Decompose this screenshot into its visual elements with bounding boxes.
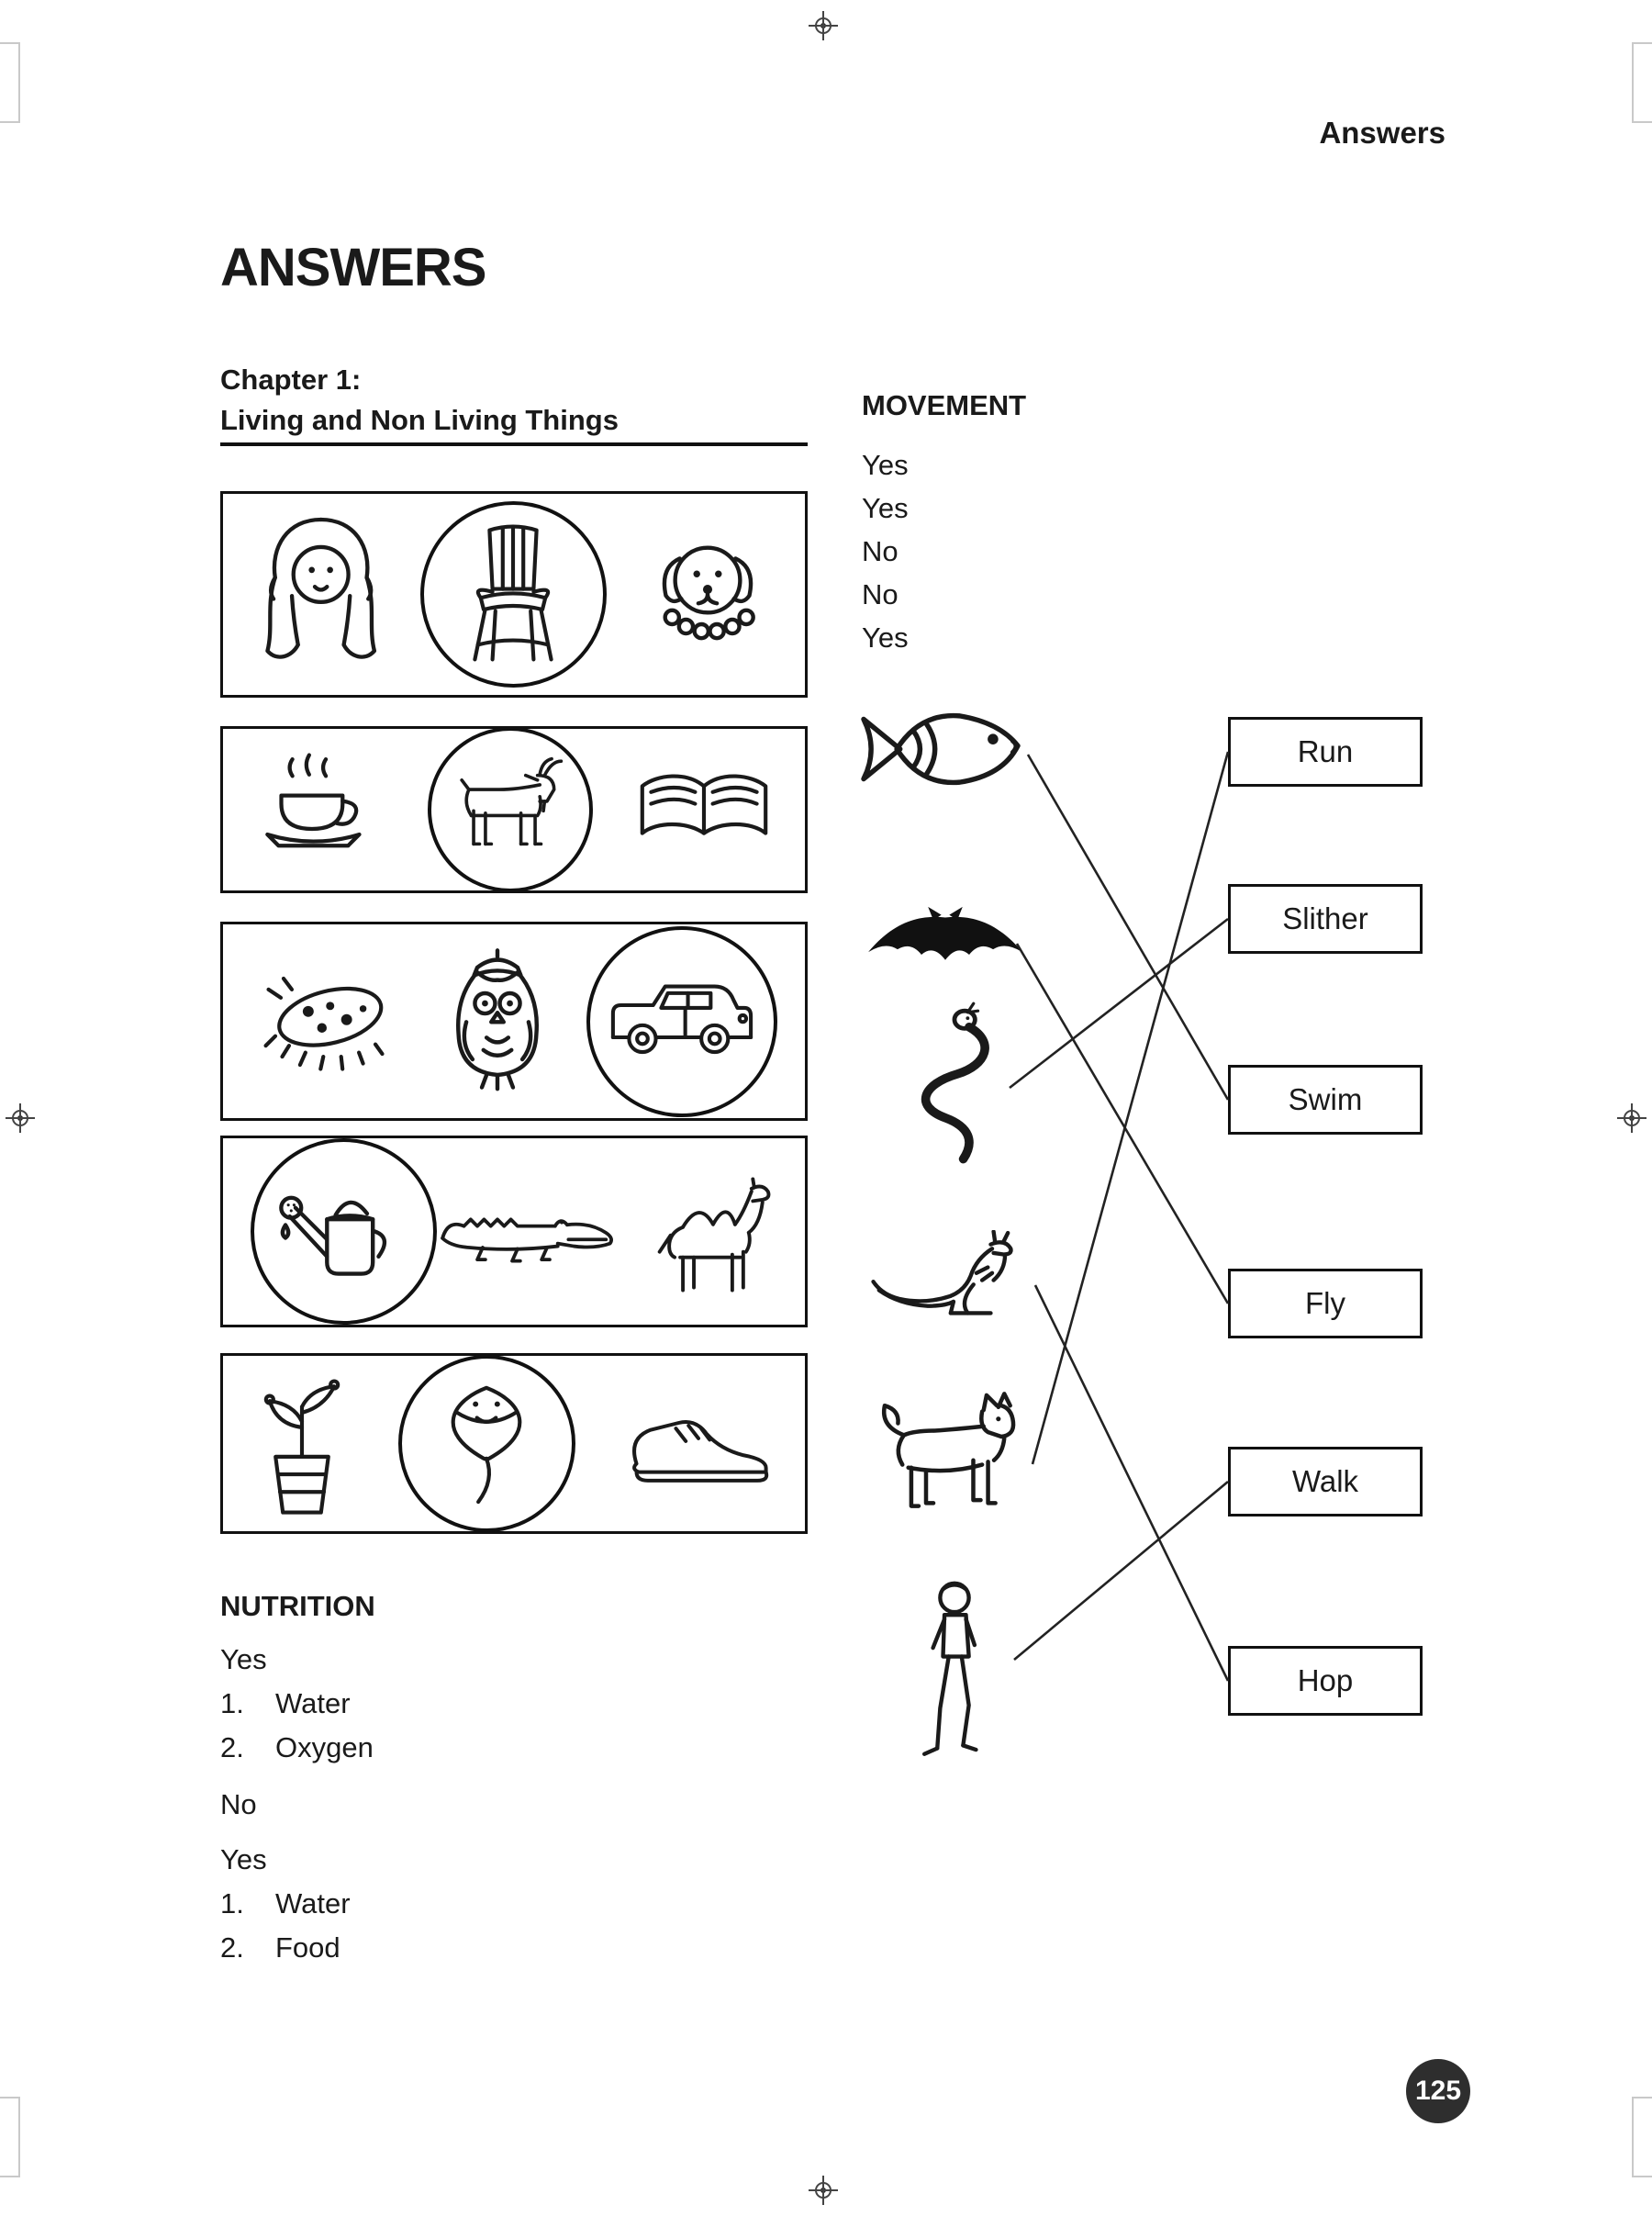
match-line-boy-walk	[1014, 1482, 1228, 1660]
list-number: 1.	[220, 1687, 244, 1719]
dog-icon	[858, 1391, 1028, 1524]
snake-icon	[881, 1001, 999, 1165]
picture-box-2	[220, 726, 808, 893]
stingray-icon	[419, 1377, 554, 1510]
answer-circle-chair	[420, 501, 607, 688]
registration-mark-bottom	[807, 2174, 840, 2211]
match-label-swim: Swim	[1228, 1065, 1423, 1135]
nutrition-answer: Yes	[220, 1843, 267, 1875]
potted-plant-icon	[251, 1369, 353, 1518]
nutrition-heading: NUTRITION	[220, 1590, 375, 1622]
owl-icon	[435, 947, 560, 1095]
teacup-icon	[251, 751, 390, 869]
trim-mark-top-right	[1632, 42, 1652, 123]
nutrition-list-item	[220, 1731, 374, 1775]
dog-with-wreath-icon	[638, 521, 777, 668]
match-label-slither: Slither	[1228, 884, 1423, 954]
match-line-dog-run	[1032, 752, 1228, 1464]
movement-heading: MOVEMENT	[862, 389, 1027, 421]
page-number-badge	[1406, 2059, 1470, 2123]
movement-answer-2: Yes	[862, 492, 909, 524]
match-label-hop: Hop	[1228, 1646, 1423, 1716]
trim-mark-top-left	[0, 42, 20, 123]
movement-answers	[862, 443, 909, 659]
match-label-walk: Walk	[1228, 1447, 1423, 1517]
shoe-icon	[620, 1402, 777, 1486]
match-line-bat-fly	[1017, 944, 1228, 1304]
picture-box-4	[220, 1136, 808, 1327]
camel-icon	[625, 1167, 779, 1297]
match-line-fish-swim	[1028, 755, 1228, 1100]
trim-mark-bottom-left	[0, 2097, 20, 2177]
answer-circle-stingray	[398, 1355, 575, 1532]
chapter-name: Living and Non Living Things	[220, 404, 619, 436]
nutrition-answers	[220, 1643, 374, 1975]
registration-mark-top	[807, 9, 840, 47]
nutrition-list-item	[220, 1887, 374, 1931]
jeep-icon	[605, 973, 759, 1069]
bat-icon	[863, 904, 1028, 979]
goat-icon	[445, 756, 575, 863]
chapter-heading	[220, 360, 619, 441]
running-header: Answers	[1319, 116, 1446, 150]
germ-icon	[251, 970, 408, 1073]
match-label-fly: Fly	[1228, 1269, 1423, 1338]
picture-box-3	[220, 922, 808, 1121]
boy-walking-icon	[909, 1579, 1000, 1780]
registration-mark-left	[4, 1102, 37, 1139]
crocodile-icon	[437, 1198, 625, 1265]
nutrition-answer: Yes	[220, 1643, 267, 1675]
answer-circle-watering-can	[251, 1138, 437, 1325]
picture-box-5	[220, 1353, 808, 1534]
fish-icon	[854, 698, 1028, 800]
registration-mark-right	[1615, 1102, 1648, 1139]
answer-circle-goat	[428, 727, 593, 892]
list-text: Water	[275, 1687, 351, 1719]
list-text: Oxygen	[275, 1731, 374, 1763]
chapter-label: Chapter 1:	[220, 364, 362, 396]
nutrition-list-item	[220, 1931, 374, 1975]
list-number: 1.	[220, 1887, 244, 1919]
chapter-underline	[220, 442, 808, 446]
nutrition-list-item	[220, 1687, 374, 1731]
girl-icon	[251, 510, 388, 678]
page-title: ANSWERS	[220, 238, 486, 297]
movement-answer-4: No	[862, 578, 899, 610]
match-line-snake-slither	[1010, 919, 1228, 1088]
list-text: Water	[275, 1887, 351, 1919]
list-number: 2.	[220, 1731, 244, 1763]
nutrition-answer: No	[220, 1788, 257, 1820]
movement-answer-5: Yes	[862, 621, 909, 654]
list-number: 2.	[220, 1931, 244, 1964]
match-label-run: Run	[1228, 717, 1423, 787]
page-number: 125	[1414, 2076, 1462, 2106]
match-line-kangaroo-hop	[1035, 1285, 1228, 1681]
chair-icon	[454, 521, 572, 668]
kangaroo-icon	[867, 1230, 1032, 1337]
trim-mark-bottom-right	[1632, 2097, 1652, 2177]
movement-answer-3: No	[862, 535, 899, 567]
open-book-icon	[631, 766, 777, 854]
picture-box-1	[220, 491, 808, 698]
list-text: Food	[275, 1931, 340, 1964]
watering-can-icon	[273, 1170, 416, 1293]
answer-circle-jeep	[586, 926, 777, 1117]
movement-answer-1: Yes	[862, 449, 909, 481]
